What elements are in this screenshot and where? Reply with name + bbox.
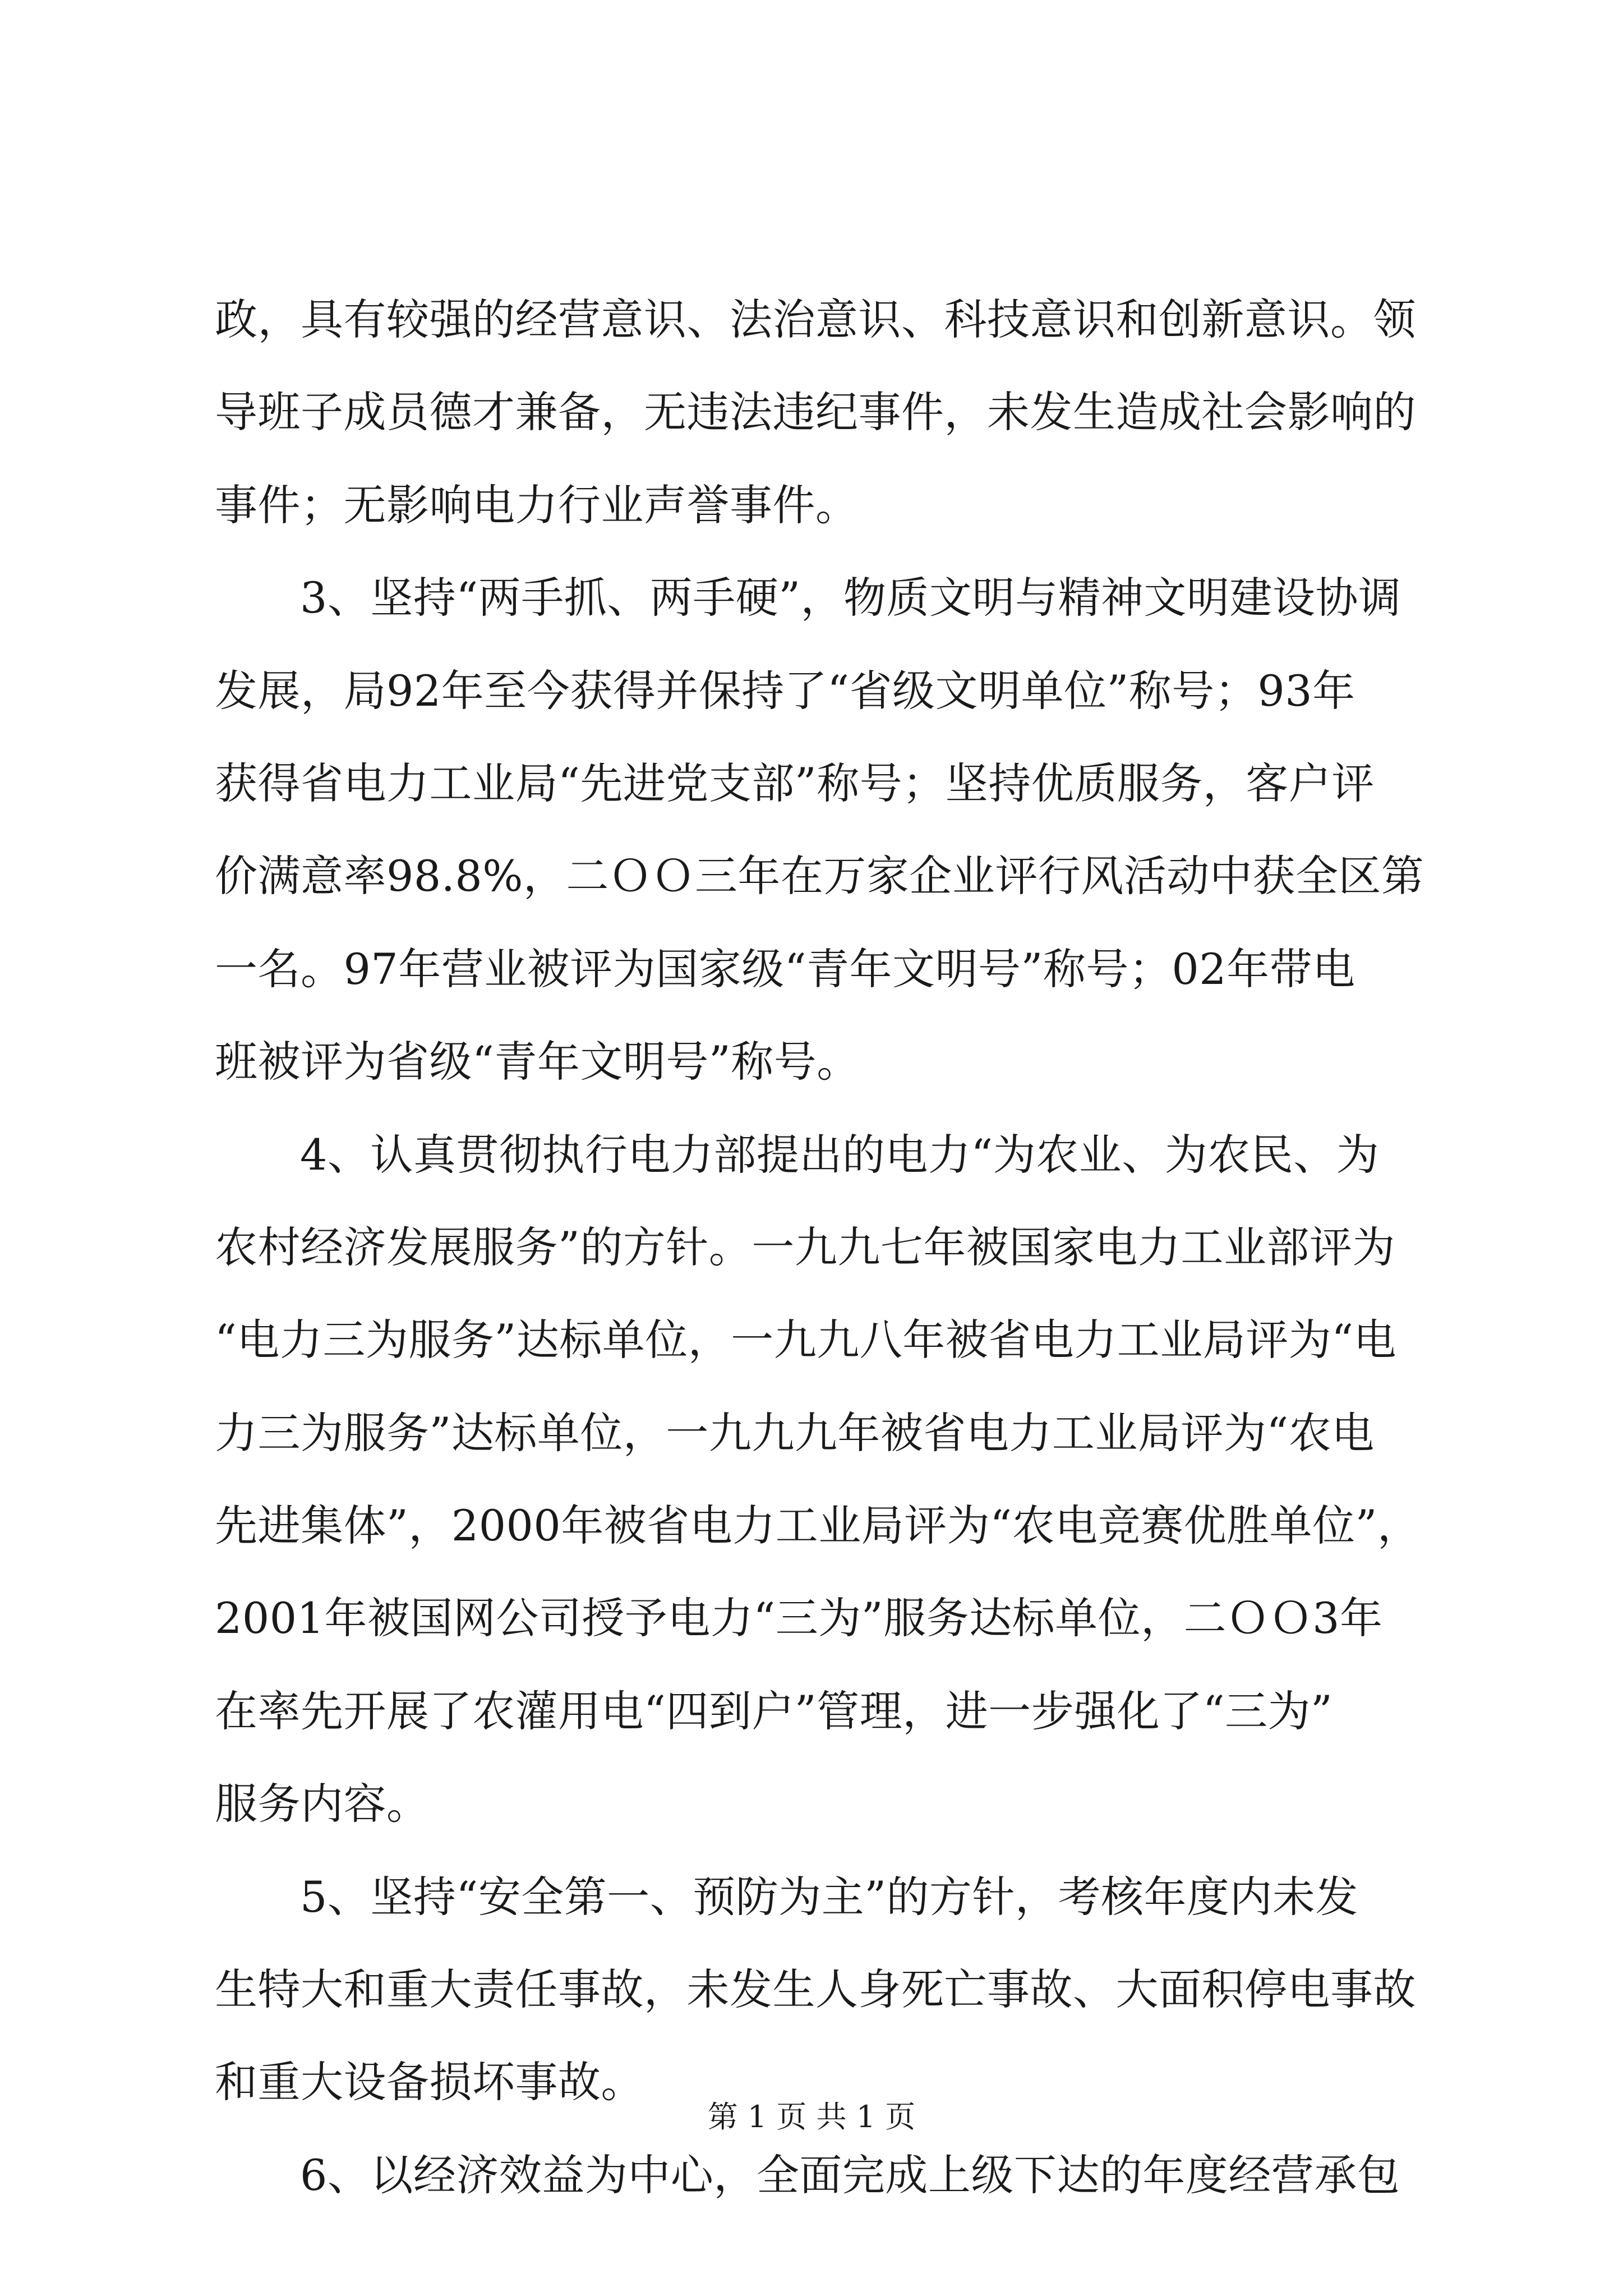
text-line: 导班子成员德才兼备，无违法违纪事件，未发生造成社会影响的 bbox=[215, 387, 1416, 438]
page-footer: 第 1 页 共 1 页 bbox=[707, 2099, 916, 2134]
text-line: 班被评为省级“青年文明号”称号。 bbox=[215, 1037, 860, 1087]
paragraph-5-start: 5、坚持“安全第一、预防为主”的方针，考核年度内未发 bbox=[300, 1871, 1359, 1922]
text-line: 获得省电力工业局“先进党支部”称号；坚持优质服务，客户评 bbox=[215, 758, 1375, 808]
document-body bbox=[215, 295, 1424, 2247]
text-line: 在率先开展了农灌用电“四到户”管理，进一步强化了“三为” bbox=[215, 1686, 1333, 1736]
text-line: 先进集体”，2000年被省电力工业局评为“农电竞赛优胜单位”， bbox=[215, 1501, 1421, 1551]
paragraph-3-start: 3、坚持“两手抓、两手硬”，物质文明与精神文明建设协调 bbox=[300, 573, 1401, 623]
text-line: 一名。97年营业被评为国家级“青年文明号”称号；02年带电 bbox=[215, 944, 1355, 994]
text-line: 力三为服务”达标单位，一九九九年被省电力工业局评为“农电 bbox=[215, 1407, 1375, 1458]
text-line: 农村经济发展服务”的方针。一九九七年被国家电力工业部评为 bbox=[215, 1222, 1395, 1272]
text-line: 和重大设备损坏事故。 bbox=[215, 2057, 644, 2108]
paragraph-6-start: 6、以经济效益为中心，全面完成上级下达的年度经营承包 bbox=[300, 2150, 1400, 2200]
paragraph-4-start: 4、认真贯彻执行电力部提出的电力“为农业、为农民、为 bbox=[300, 1129, 1380, 1180]
text-line: “电力三为服务”达标单位，一九九八年被省电力工业局评为“电 bbox=[215, 1315, 1397, 1365]
text-line: 事件；无影响电力行业声誉事件。 bbox=[215, 480, 859, 530]
text-line: 2001年被国网公司授予电力“三为”服务达标单位，二ＯＯ3年 bbox=[215, 1593, 1383, 1644]
text-line: 政，具有较强的经营意识、法治意识、科技意识和创新意识。领 bbox=[215, 295, 1416, 344]
text-line: 服务内容。 bbox=[215, 1779, 430, 1829]
text-line: 生特大和重大责任事故，未发生人身死亡事故、大面积停电事故 bbox=[215, 1964, 1416, 2015]
text-line: 发展，局92年至今获得并保持了“省级文明单位”称号；93年 bbox=[215, 665, 1355, 716]
text-line: 价满意率98.8%，二ＯＯ三年在万家企业评行风活动中获全区第 bbox=[215, 851, 1424, 901]
